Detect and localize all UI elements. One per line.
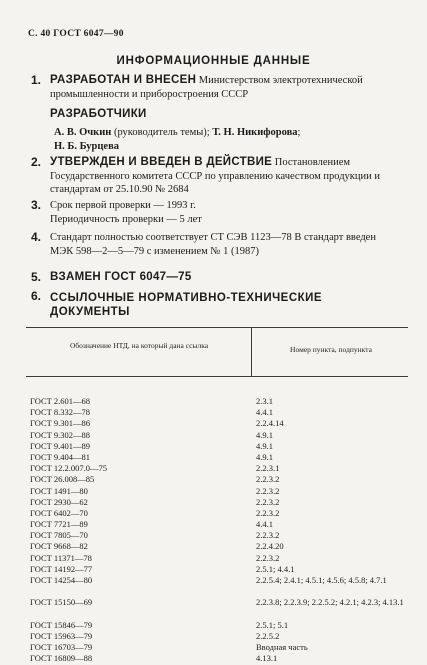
table-cell-doc: ГОСТ 1491—80 <box>30 485 88 496</box>
table-cell-ref: 4.4.1 <box>256 519 273 530</box>
item-3 <box>31 199 401 226</box>
table-cell-ref: 4.4.1 <box>256 407 273 418</box>
item-2 <box>31 156 401 197</box>
author-name: Т. Н. Никифорова <box>212 127 298 138</box>
table-cell-doc: ГОСТ 26.008—85 <box>30 474 95 485</box>
table-cell-ref: 2.3.1 <box>256 396 273 406</box>
item-number: 2. <box>31 155 42 169</box>
table-cell-ref: 2.2.5.4; 2.4.1; 4.5.1; 4.5.6; 4.5.8; 4.7.1 <box>256 575 387 585</box>
table-row <box>26 642 408 653</box>
table-cell-doc: ГОСТ 12.2.007.0—75 <box>30 463 108 474</box>
item-number: 4. <box>31 230 42 244</box>
table-row <box>26 407 408 418</box>
item-line: Периодичность проверки — 5 лет <box>50 213 202 225</box>
table-cell-ref: 4.9.1 <box>256 429 273 440</box>
author-name: А. В. Очкин <box>54 127 112 138</box>
table-row <box>26 497 408 508</box>
table-cell-ref: 2.5.1; 5.1 <box>256 619 289 630</box>
table-cell-doc: ГОСТ 9.302—88 <box>30 429 91 440</box>
table-row <box>26 474 408 485</box>
table-cell-doc: ГОСТ 15150—69 <box>30 597 93 608</box>
table-header-doc: Обозначение НТД, на который дана ссылка <box>69 341 209 350</box>
table-row <box>26 486 408 497</box>
table-cell-doc: ГОСТ 9.401—89 <box>30 440 91 451</box>
author-role: (руководитель темы); <box>111 127 213 138</box>
table-row <box>26 597 408 619</box>
developers-list <box>54 126 404 154</box>
table-row <box>26 463 408 474</box>
table-cell-doc: ГОСТ 15963—79 <box>30 630 93 641</box>
table-cell-doc: ГОСТ 7721—89 <box>30 519 88 530</box>
author-name: Н. Б. Бурцева <box>54 141 120 152</box>
item-1 <box>31 74 401 101</box>
table-row <box>26 519 408 530</box>
table-cell-doc: ГОСТ 2930—62 <box>30 496 88 507</box>
table-cell-doc: ГОСТ 7805—70 <box>30 530 88 541</box>
item-text: Стандарт полностью соответствует СТ СЭВ 1123—78 В стандарт введен МЭК 598—2—5—79 с изменением № 1 (1987) <box>50 232 376 257</box>
table-cell-ref: 2.2.3.8; 2.2.3.9; 2.2.5.2; 4.2.1; 4.2.3; 4.13.1 <box>256 597 404 608</box>
item-caps: УТВЕРЖДЕН И ВВЕДЕН В ДЕЙСТВИЕ <box>50 156 273 168</box>
table-top-rule <box>26 327 408 328</box>
table-row <box>26 653 408 664</box>
table-row <box>26 541 408 552</box>
table-cell-ref: Вводная часть <box>256 642 308 653</box>
author-sep: ; <box>297 127 301 138</box>
item-caps: ССЫЛОЧНЫЕ НОРМАТИВНО-ТЕХНИЧЕСКИЕ ДОКУМЕНТЫ <box>50 292 323 318</box>
item-text: Министерством электротехнической промышленности и приборостроения СССР <box>50 75 363 100</box>
table-row <box>26 530 408 541</box>
table-cell-doc: ГОСТ 8.332—78 <box>30 407 91 418</box>
table-cell-ref: 2.2.3.2 <box>256 530 280 541</box>
table-cell-ref: 2.5.1; 4.4.1 <box>256 563 295 574</box>
table-cell-doc: ГОСТ 9668—82 <box>30 541 88 552</box>
section-title: ИНФОРМАЦИОННЫЕ ДАННЫЕ <box>116 55 311 67</box>
item-number: 3. <box>31 198 42 212</box>
table-row <box>26 508 408 519</box>
item-caps: ВЗАМЕН ГОСТ 6047—75 <box>50 271 192 283</box>
table-cell-doc: ГОСТ 2.601—68 <box>30 396 91 406</box>
item-4 <box>31 231 401 258</box>
table-row <box>26 631 408 642</box>
table-cell-ref: 2.2.3.2 <box>256 507 280 518</box>
table-cell-ref: 2.2.3.2 <box>256 474 280 485</box>
table-cell-doc: ГОСТ 16809—88 <box>30 653 93 664</box>
table-cell-ref: 2.2.3.2 <box>256 552 280 563</box>
table-cell-ref: 4.9.1 <box>256 440 273 451</box>
table-row <box>26 564 408 575</box>
table-row <box>26 441 408 452</box>
item-5 <box>31 271 401 285</box>
table-row <box>26 418 408 429</box>
table-cell-ref: 4.9.1 <box>256 451 273 462</box>
table-row <box>26 553 408 564</box>
item-text: Постановлением Государственного комитета СССР по управлению качеством продукции и стандартам от 25.10.90 № 2684 <box>50 157 380 195</box>
table-column-divider <box>251 327 252 376</box>
table-cell-ref: 2.2.3.2 <box>256 485 280 496</box>
table-header-rule <box>26 376 408 377</box>
item-caps: РАЗРАБОТАН И ВНЕСЕН <box>50 74 197 86</box>
table-row <box>26 452 408 463</box>
item-number: 6. <box>31 289 42 303</box>
item-number: 1. <box>31 73 42 87</box>
table-cell-doc: ГОСТ 16703—79 <box>30 642 93 653</box>
table-cell-ref: 4.13.1 <box>256 653 278 664</box>
table-row <box>26 620 408 631</box>
table-cell-doc: ГОСТ 11371—78 <box>30 552 92 563</box>
table-cell-ref: 2.2.4.14 <box>256 418 284 429</box>
table-cell-doc: ГОСТ 9.404—81 <box>30 451 91 462</box>
table-cell-ref: 2.2.3.1 <box>256 463 280 474</box>
item-number: 5. <box>31 270 42 284</box>
table-cell-doc: ГОСТ 6402—70 <box>30 507 88 518</box>
table-cell-ref: 2.2.4.20 <box>256 541 284 552</box>
table-cell-doc: ГОСТ 14254—80 <box>30 575 93 585</box>
table-cell-ref: 2.2.5.2 <box>256 630 280 641</box>
table-cell-ref: 2.2.3.2 <box>256 496 280 507</box>
table-body <box>26 396 408 665</box>
table-cell-doc: ГОСТ 14192—77 <box>30 563 93 574</box>
developers-heading: РАЗРАБОТЧИКИ <box>50 108 147 120</box>
page-header: С. 40 ГОСТ 6047—90 <box>28 29 124 39</box>
table-cell-doc: ГОСТ 9.301—86 <box>30 418 91 429</box>
table-header-ref: Номер пункта, подпункта <box>290 345 372 354</box>
table-row <box>26 575 408 597</box>
table-row <box>26 396 408 407</box>
table-cell-doc: ГОСТ 15846—79 <box>30 619 93 630</box>
item-line: Срок первой проверки — 1993 г. <box>50 200 196 211</box>
table-row <box>26 430 408 441</box>
